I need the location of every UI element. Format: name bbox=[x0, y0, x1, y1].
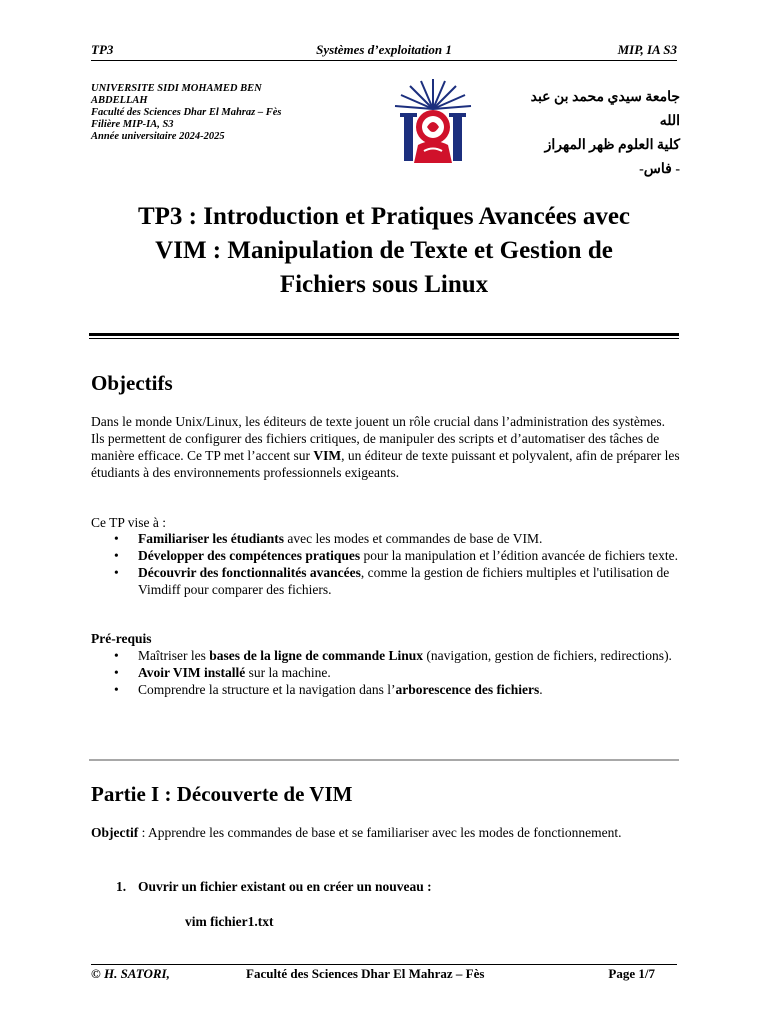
objectifs-list bbox=[91, 530, 681, 598]
bullet-bold: arborescence des fichiers bbox=[395, 682, 540, 697]
bullet-text: sur la machine. bbox=[245, 665, 331, 680]
bullet-text: Comprendre la structure et la navigation dans l’ bbox=[138, 682, 396, 697]
step-text: Ouvrir un fichier existant ou en créer un nouveau : bbox=[138, 879, 432, 894]
intro-text-b: , un éditeur de texte puissant et polyvalent, afin de préparer les étudiants à des environnements professionnels exigeants. bbox=[91, 448, 680, 480]
header-right: MIP, IA S3 bbox=[617, 42, 677, 57]
objectifs-heading: Objectifs bbox=[91, 371, 173, 395]
arabic-faculty-name: كلية العلوم ظهر المهراز bbox=[544, 138, 680, 153]
title-line-2: VIM : Manipulation de Texte et Gestion de bbox=[155, 237, 613, 264]
bullet-bold: Familiariser les étudiants bbox=[138, 531, 284, 546]
page-footer bbox=[91, 964, 677, 983]
arabic-university-name: جامعة سيدي محمد بن عبد الله bbox=[530, 90, 680, 129]
vise-intro: Ce TP vise à : bbox=[91, 515, 166, 530]
arabic-city: - فاس- bbox=[639, 162, 680, 177]
document-title bbox=[60, 200, 708, 302]
bullet-dot: • bbox=[114, 682, 119, 697]
list-item bbox=[91, 647, 681, 664]
section-separator bbox=[89, 759, 679, 761]
bullet-dot: • bbox=[114, 648, 119, 663]
prerequis-list bbox=[91, 647, 681, 698]
partie1-heading: Partie I : Découverte de VIM bbox=[91, 782, 353, 806]
list-item bbox=[91, 547, 681, 564]
objectif-text: : Apprendre les commandes de base et se familiariser avec les modes de fonctionnement. bbox=[138, 825, 622, 840]
bullet-text: . bbox=[539, 682, 543, 697]
list-item bbox=[91, 564, 681, 598]
list-item bbox=[91, 664, 681, 681]
bullet-bold: Avoir VIM installé bbox=[138, 665, 246, 680]
bullet-dot: • bbox=[114, 531, 119, 546]
footer-author: © H. SATORI, bbox=[91, 966, 170, 981]
partie1-objectif bbox=[91, 822, 681, 843]
bullet-bold: Découvrir des fonctionnalités avancées bbox=[138, 565, 361, 580]
title-line-3: Fichiers sous Linux bbox=[279, 271, 489, 298]
faculty-name: Faculté des Sciences Dhar El Mahraz – Fès bbox=[91, 107, 282, 118]
footer-page-number: Page 1/7 bbox=[608, 966, 655, 981]
bullet-text: , comme la gestion de fichiers multiples et l'utilisation de Vimdiff pour comparer des fichiers. bbox=[138, 565, 670, 597]
command-example: vim fichier1.txt bbox=[185, 914, 274, 929]
list-item bbox=[91, 681, 681, 698]
step-1 bbox=[116, 879, 432, 895]
header-left: TP3 bbox=[91, 42, 114, 57]
university-name: UNIVERSITE SIDI MOHAMED BEN ABDELLAH bbox=[91, 83, 262, 106]
footer-faculty: Faculté des Sciences Dhar El Mahraz – Fès bbox=[246, 966, 485, 981]
bullet-dot: • bbox=[114, 565, 119, 580]
bullet-dot: • bbox=[114, 548, 119, 563]
academic-year: Année universitaire 2024-2025 bbox=[91, 131, 225, 142]
arabic-university-block bbox=[520, 86, 680, 182]
objectif-label: Objectif bbox=[91, 825, 139, 840]
prerequis-heading: Pré-requis bbox=[91, 631, 152, 646]
step-number: 1. bbox=[116, 879, 127, 894]
title-rule-thick bbox=[89, 333, 679, 336]
university-block bbox=[91, 83, 316, 143]
bullet-text: (navigation, gestion de fichiers, redirections). bbox=[423, 648, 672, 663]
bullet-bold: Développer des compétences pratiques bbox=[138, 548, 361, 563]
intro-text-a: Dans le monde Unix/Linux, les éditeurs de texte jouent un rôle crucial dans l’administration des systèmes. Ils permettent de configurer des fichiers critiques, de manipuler des scripts et d’automatiser des tâches de manière efficace. Ce TP met l’accent sur bbox=[91, 414, 665, 463]
page-header bbox=[91, 40, 677, 61]
header-center: Systèmes d’exploitation 1 bbox=[316, 42, 452, 57]
objectifs-intro bbox=[91, 413, 681, 481]
bullet-dot: • bbox=[114, 665, 119, 680]
title-line-1: TP3 : Introduction et Pratiques Avancées avec bbox=[137, 203, 631, 230]
bullet-bold: bases de la ligne de commande Linux bbox=[209, 648, 424, 663]
title-rule-thin bbox=[89, 338, 679, 339]
university-logo bbox=[390, 75, 476, 167]
intro-vim-bold: VIM bbox=[313, 448, 342, 463]
bullet-text: Maîtriser les bbox=[138, 648, 210, 663]
bullet-text: pour la manipulation et l’édition avancée de fichiers texte. bbox=[360, 548, 678, 563]
bullet-text: avec les modes et commandes de base de VIM. bbox=[284, 531, 543, 546]
list-item bbox=[91, 530, 681, 547]
filiere: Filière MIP-IA, S3 bbox=[91, 119, 174, 130]
